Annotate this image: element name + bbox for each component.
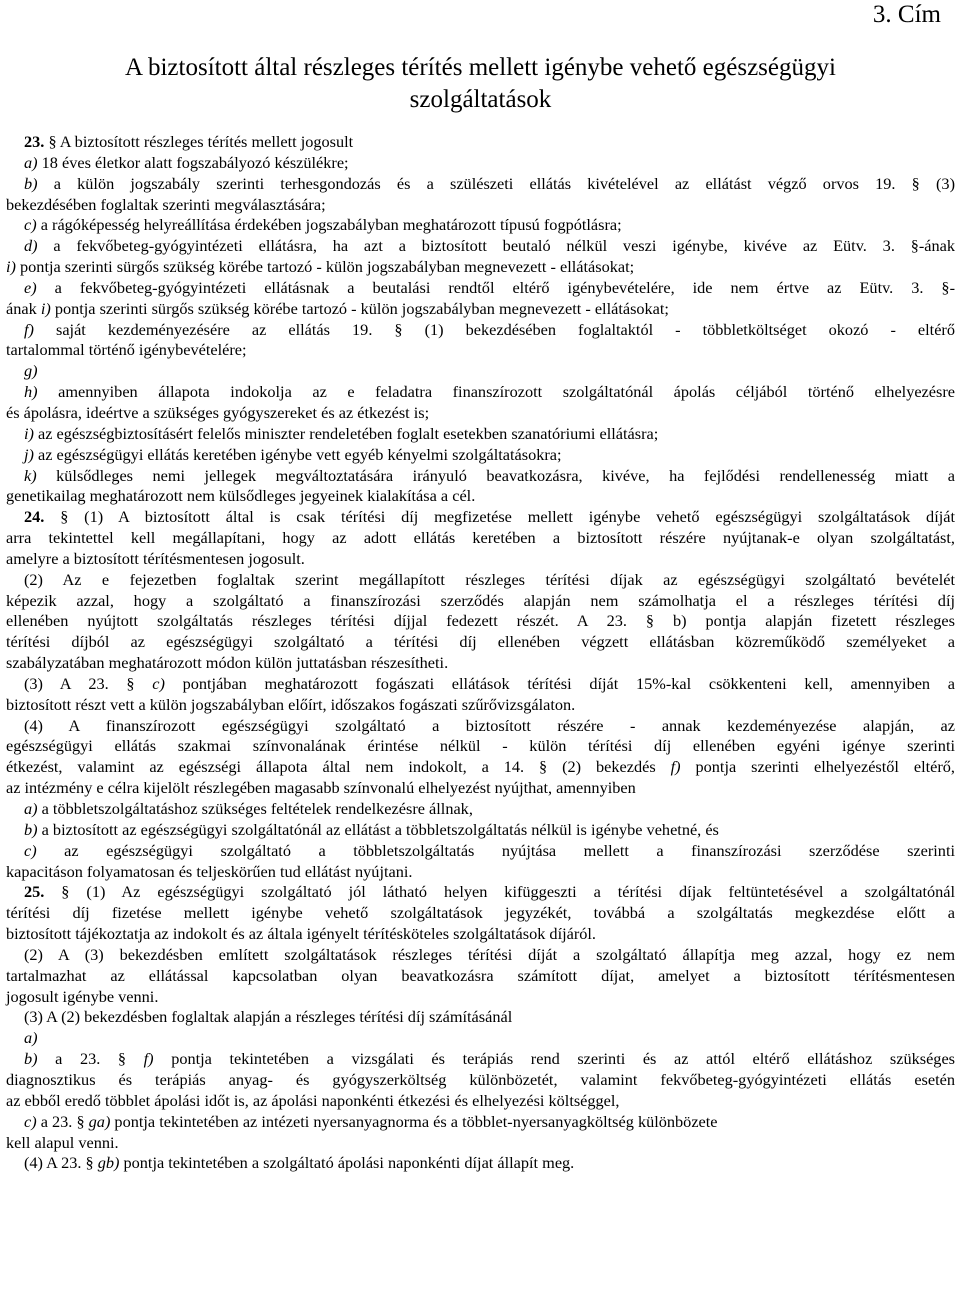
text-line bbox=[6, 382, 955, 403]
text-line bbox=[6, 1091, 955, 1112]
text-run: pontjában meghatározott fogászati ellátások térítési díját 15%-kal csökkenteni kell, amennyiben a bbox=[164, 673, 956, 693]
text-line bbox=[6, 757, 955, 778]
text-run: A biztosított részleges térítés mellett jogosult bbox=[56, 132, 354, 151]
item-label: g) bbox=[24, 361, 38, 381]
text-line bbox=[6, 278, 955, 299]
text-line bbox=[6, 403, 955, 424]
item-label: f) bbox=[670, 757, 681, 777]
item-label: i) bbox=[24, 423, 34, 443]
text-line bbox=[6, 528, 955, 549]
text-run: jogosult igénybe venni. bbox=[6, 986, 159, 1006]
text-run: arra tekintettel kell megállapítani, hogy az adott ellátás keretében a biztosított részére nyújtanak-e olyan szolgáltatást, bbox=[6, 528, 955, 548]
text-run: tartalommal történő igénybevételére; bbox=[6, 340, 247, 360]
item-label: gb) bbox=[97, 1153, 120, 1173]
text-line bbox=[6, 466, 955, 487]
text-line bbox=[6, 716, 955, 737]
item-label: c) bbox=[152, 673, 165, 693]
text-run: ának bbox=[6, 298, 41, 318]
text-line bbox=[6, 299, 955, 320]
text-run: a rágóképesség helyreállítása érdekében jogszabályban meghatározott típusú fogpótlásra; bbox=[36, 215, 622, 235]
text-run: a fekvőbeteg-gyógyintézeti ellátásra, ha azt a biztosított beutaló nélkül veszi igénybe, kivéve az Eütv. 3. §-ának bbox=[37, 236, 955, 256]
text-line bbox=[6, 966, 955, 987]
text-run: az egészségügyi szolgáltató a többletszolgáltatás nyújtása mellett a finanszírozási szerződése szerinti bbox=[36, 840, 955, 860]
item-label: j) bbox=[24, 444, 34, 464]
text-run: kapacitáson folyamatosan és teljeskörűen tud ellátást nyújtani. bbox=[6, 861, 413, 881]
item-label: c) bbox=[24, 1111, 37, 1131]
text-run: pontja szerinti sürgős szükség körébe tartozó - külön jogszabályban megnevezett - ellátásokat; bbox=[15, 257, 635, 277]
text-line bbox=[6, 236, 955, 257]
item-label: b) bbox=[24, 1049, 38, 1069]
text-run: az egészségbiztosításért felelős miniszter rendeletében foglalt esetekben szanatóriumi ellátásra; bbox=[33, 423, 659, 443]
text-run: (3) A 23. § bbox=[24, 673, 153, 693]
text-run: térítési díj fizetése mellett igénybe vehető szolgáltatások jegyzékét, továbbá a szolgáltatás megkezdése előtt a bbox=[6, 903, 955, 923]
section-title-line-1: A biztosított által részleges térítés mellett igénybe vehető egészségügyi bbox=[125, 54, 836, 81]
item-label: a) bbox=[24, 152, 38, 172]
text-run: amennyiben állapota indokolja az e feladatra finanszírozott szolgáltatónál ápolás céljából történő elhelyezésre bbox=[37, 382, 955, 402]
text-run: bekezdésében foglaltak szerinti megválasztására; bbox=[6, 194, 326, 214]
text-line bbox=[6, 132, 955, 153]
text-run: és ápolásra, ideértve a szükséges gyógyszereket és az étkezést is; bbox=[6, 402, 430, 422]
section-number: 25. bbox=[24, 882, 45, 902]
text-run: tartalmazhat az ellátással kapcsolatban olyan beavatkozásra számított díjat, amelyet a biztosított térítésmentesen bbox=[6, 965, 955, 985]
text-line bbox=[6, 1112, 955, 1133]
section-number: 24. bbox=[24, 507, 45, 527]
document-body bbox=[6, 132, 955, 1174]
item-label: k) bbox=[24, 465, 37, 485]
text-run: biztosított tájékoztatja az indokolt és az általa igényelt térítésköteles szolgáltatások díjáról. bbox=[6, 924, 596, 944]
item-label: c) bbox=[24, 840, 37, 860]
item-label: a) bbox=[24, 1028, 38, 1048]
text-line bbox=[6, 174, 955, 195]
text-line bbox=[6, 257, 955, 278]
text-line bbox=[6, 153, 955, 174]
text-line bbox=[6, 653, 955, 674]
text-run: ellenében nyújtott szolgáltatás részleges térítési díjjal fedezett részét. A 23. § b) pontja alapján fizetett részleges bbox=[6, 611, 955, 631]
item-label: h) bbox=[24, 382, 38, 402]
text-run: képezik azzal, hogy a szolgáltató a finanszírozási szerződés alapján nem számolhatja el a részleges térítési díj bbox=[6, 590, 955, 610]
text-run: pontja szerinti sürgős szükség körébe tartozó - külön jogszabályban megnevezett - ellátásokat; bbox=[50, 298, 669, 318]
item-label: b) bbox=[24, 173, 38, 193]
text-run: (2) Az e fejezetben foglaltak szerint megállapított részleges térítési díjak az egészségügyi szolgáltató bevételét bbox=[24, 569, 955, 589]
text-line bbox=[6, 903, 955, 924]
text-run: kell alapul venni. bbox=[6, 1132, 119, 1152]
text-line bbox=[6, 674, 955, 695]
text-line bbox=[6, 591, 955, 612]
text-line bbox=[6, 736, 955, 757]
text-line bbox=[6, 361, 955, 382]
text-line bbox=[6, 882, 955, 903]
text-run: a biztosított az egészségügyi szolgáltatónál az ellátást a többletszolgáltatás nélkül is igénybe vehetné, és bbox=[37, 819, 719, 839]
text-run: diagnosztikus és terápiás anyag- és gyógyszerköltség különbözetét, valamint fekvőbeteg-gyógyintézeti ellátás esetén bbox=[6, 1069, 955, 1089]
item-label: c) bbox=[24, 215, 37, 235]
text-run: saját kezdeményezésére az ellátás 19. § (1) bekezdésében foglaltaktól - többletköltséget okozó - eltérő bbox=[33, 319, 955, 339]
text-run: a 23. § bbox=[36, 1111, 89, 1131]
text-run: térítési díjból az egészségügyi szolgáltató a térítési díj ellenében végzett ellátásban közreműködő személyeket a bbox=[6, 632, 955, 652]
text-line bbox=[6, 1133, 955, 1154]
text-run: egészségügyi ellátás szakmai színvonalának érintése nélkül - külön térítési díj ellenében egyéni igénye szerinti bbox=[6, 736, 955, 756]
text-line bbox=[6, 1070, 955, 1091]
text-line bbox=[6, 507, 955, 528]
text-line bbox=[6, 424, 955, 445]
text-run: (3) A (2) bekezdésben foglaltak alapján a részleges térítési díj számításánál bbox=[24, 1007, 513, 1027]
section-number: 23. bbox=[24, 132, 45, 151]
item-label: ga) bbox=[88, 1111, 111, 1131]
text-line bbox=[6, 1153, 955, 1174]
text-run: az intézmény e célra kijelölt részlegében magasabb színvonalú elhelyezést nyújthat, amennyiben bbox=[6, 778, 636, 798]
text-line bbox=[6, 486, 955, 507]
text-line bbox=[6, 1049, 955, 1070]
text-run: pontja tekintetében az intézeti nyersanyagnorma és a többlet-nyersanyagköltség különbözete bbox=[110, 1111, 718, 1131]
item-label: f) bbox=[24, 319, 34, 339]
text-run: genetikailag meghatározott nem külsődleges jegyeinek kialakítása a cél. bbox=[6, 486, 476, 506]
item-label: b) bbox=[24, 819, 38, 839]
text-line bbox=[6, 632, 955, 653]
item-label: e) bbox=[24, 277, 37, 297]
text-line bbox=[6, 215, 955, 236]
text-run: biztosított részt vett a külön jogszabályban előírt, időszakos fogászati szűrővizsgálaton. bbox=[6, 694, 576, 714]
text-run: a többletszolgáltatáshoz szükséges feltételek rendelkezésre állnak, bbox=[37, 799, 473, 818]
text-run: pontja tekintetében a szolgáltató ápolási naponkénti díjat állapít meg. bbox=[119, 1153, 575, 1173]
text-run: § (1) Az egészségügyi szolgáltató jól látható helyen kifüggeszti a térítési díjak feltüntetésével a szolgáltatónál bbox=[44, 882, 955, 902]
text-line bbox=[6, 820, 955, 841]
text-line bbox=[6, 695, 955, 716]
item-label: i) bbox=[6, 257, 16, 277]
text-run: étkezést, valamint az egészségi állapota által nem indokolt, a 14. § (2) bekezdés bbox=[6, 757, 671, 777]
text-run: a fekvőbeteg-gyógyintézeti ellátásnak a beutalási rendtől eltérő igénybevételére, ide nem értve az Eütv. 3. §- bbox=[36, 277, 955, 297]
text-run: (4) A finanszírozott egészségügyi szolgáltató a biztosított részére - annak kezdeményezése alapján, az bbox=[24, 715, 955, 735]
text-line bbox=[6, 320, 955, 341]
section-title-line-2: szolgáltatások bbox=[409, 86, 552, 113]
item-label: d) bbox=[24, 236, 38, 256]
text-run: 18 éves életkor alatt fogszabályozó készülékre; bbox=[37, 152, 349, 172]
text-line bbox=[6, 549, 955, 570]
text-line bbox=[6, 611, 955, 632]
text-line bbox=[6, 924, 955, 945]
text-line bbox=[6, 195, 955, 216]
text-line bbox=[6, 799, 955, 820]
text-run: pontja szerinti elhelyezéstől eltérő, bbox=[680, 757, 956, 777]
text-line bbox=[6, 570, 955, 591]
text-run: az ebből eredő többlet ápolási időt is, az ápolási naponkénti étkezési és elhelyezési költséggel, bbox=[6, 1090, 620, 1110]
item-label: a) bbox=[24, 799, 38, 818]
text-line bbox=[6, 987, 955, 1008]
text-line bbox=[6, 778, 955, 799]
section-title bbox=[6, 52, 955, 116]
text-run: (2) A (3) bekezdésben említett szolgáltatások részleges térítési díját a szolgáltató állapítja meg azzal, hogy ez nem bbox=[24, 944, 955, 964]
chapter-heading: 3. Cím bbox=[872, 1, 941, 28]
text-line bbox=[6, 1028, 955, 1049]
text-line bbox=[6, 1007, 955, 1028]
text-run: a 23. § bbox=[37, 1049, 144, 1069]
item-label: i) bbox=[40, 298, 51, 318]
text-run: § bbox=[48, 132, 57, 151]
text-run: az egészségügyi ellátás keretében igénybe vett egyéb kényelmi szolgáltatásokra; bbox=[33, 444, 562, 464]
text-run: szabályzatában meghatározott módon külön juttatásban részesítheti. bbox=[6, 653, 449, 673]
item-label: f) bbox=[143, 1049, 154, 1069]
text-line bbox=[6, 862, 955, 883]
text-line bbox=[6, 945, 955, 966]
document-page bbox=[6, 0, 955, 1174]
text-line bbox=[6, 841, 955, 862]
text-run: a külön jogszabály szerinti terhesgondozás és a szülészeti ellátás kivételével az ellátást végző orvos 19. § (3) bbox=[37, 173, 955, 193]
text-run: pontja tekintetében a vizsgálati és terápiás rend szerinti és az attól eltérő ellátáshoz szükséges bbox=[153, 1049, 956, 1069]
text-line bbox=[6, 445, 955, 466]
text-run: külsődleges nemi jellegek megváltoztatására irányuló beavatkozásra, kivéve, ha fejlődési rendellenesség miatt a bbox=[36, 465, 955, 485]
text-run: (4) A 23. § bbox=[24, 1153, 98, 1173]
text-run: amelyre a biztosított térítésmentesen jogosult. bbox=[6, 548, 305, 568]
text-run: § (1) A biztosított által is csak térítési díj megfizetése mellett igénybe vehető egészségügyi szolgáltatások díját bbox=[44, 507, 955, 527]
text-line bbox=[6, 340, 955, 361]
